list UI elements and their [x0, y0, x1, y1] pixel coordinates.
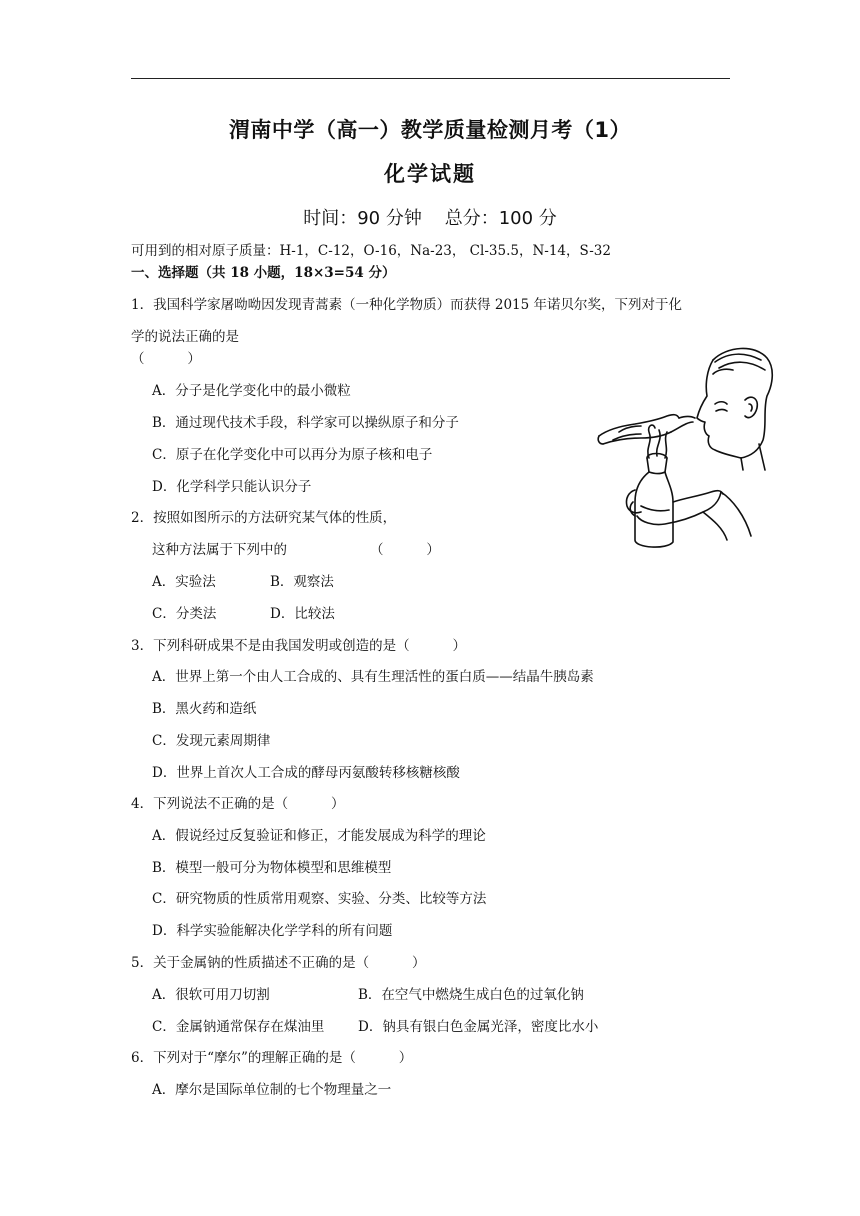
gas-smelling-illustration — [595, 340, 775, 555]
q1-stem-line1: 1．我国科学家屠呦呦因发现青蒿素（一种化学物质）而获得 2015 年诺贝尔奖，下列对于化 — [131, 297, 683, 313]
q3-option-b: B．黑火药和造纸 — [152, 701, 257, 717]
q6-stem: 6．下列对于“摩尔”的理解正确的是（ ） — [131, 1050, 413, 1066]
atomic-masses: 可用到的相对原子质量：H-1，C-12，O-16，Na-23， Cl-35.5，N-14，S-32 — [131, 243, 611, 259]
q4-option-b: B．模型一般可分为物体模型和思维模型 — [152, 860, 392, 876]
q2-option-b: B．观察法 — [270, 574, 334, 590]
q5-option-b: B．在空气中燃烧生成白色的过氧化钠 — [358, 987, 584, 1003]
q2-stem-line2: 这种方法属于下列中的 — [152, 542, 287, 558]
q1-stem-line2: 学的说法正确的是 — [131, 329, 239, 345]
subject-title: 化学试题 — [384, 162, 476, 186]
q1-option-c: C．原子在化学变化中可以再分为原子核和电子 — [152, 447, 433, 463]
q5-option-c: C．金属钠通常保存在煤油里 — [152, 1019, 325, 1035]
q3-option-c: C．发现元素周期律 — [152, 733, 271, 749]
q2-stem-line1: 2．按照如图所示的方法研究某气体的性质， — [131, 510, 397, 526]
q4-option-d: D．科学实验能解决化学学科的所有问题 — [152, 923, 393, 939]
q4-option-a: A．假说经过反复验证和修正，才能发展成为科学的理论 — [152, 828, 486, 844]
exam-title: 渭南中学（高一）教学质量检测月考（1） — [228, 118, 632, 142]
q3-option-d: D．世界上首次人工合成的酵母丙氨酸转移核糖核酸 — [152, 765, 460, 781]
q4-option-c: C．研究物质的性质常用观察、实验、分类、比较等方法 — [152, 891, 487, 907]
time-score: 时间：90 分钟 总分：100 分 — [303, 208, 557, 229]
q3-stem: 3．下列科研成果不是由我国发明或创造的是（ ） — [131, 638, 467, 654]
q2-option-c: C．分类法 — [152, 606, 217, 622]
q2-answer-bracket: （ ） — [370, 542, 440, 558]
q5-stem: 5．关于金属钠的性质描述不正确的是（ ） — [131, 955, 426, 971]
section-heading: 一、选择题（共 18 小题，18×3=54 分） — [131, 265, 396, 281]
q5-option-a: A．很软可用刀切割 — [152, 987, 270, 1003]
header-rule — [131, 78, 730, 79]
q1-option-b: B．通过现代技术手段，科学家可以操纵原子和分子 — [152, 415, 459, 431]
q2-option-d: D．比较法 — [270, 606, 335, 622]
q6-option-a: A．摩尔是国际单位制的七个物理量之一 — [152, 1082, 392, 1098]
q5-option-d: D．钠具有银白色金属光泽，密度比水小 — [358, 1019, 599, 1035]
q2-option-a: A．实验法 — [152, 574, 216, 590]
q1-option-d: D．化学科学只能认识分子 — [152, 479, 312, 495]
q4-stem: 4．下列说法不正确的是（ ） — [131, 796, 345, 812]
q1-answer-bracket: （ ） — [131, 351, 201, 367]
q1-option-a: A．分子是化学变化中的最小微粒 — [152, 383, 351, 399]
q3-option-a: A．世界上第一个由人工合成的、具有生理活性的蛋白质——结晶牛胰岛素 — [152, 669, 594, 685]
